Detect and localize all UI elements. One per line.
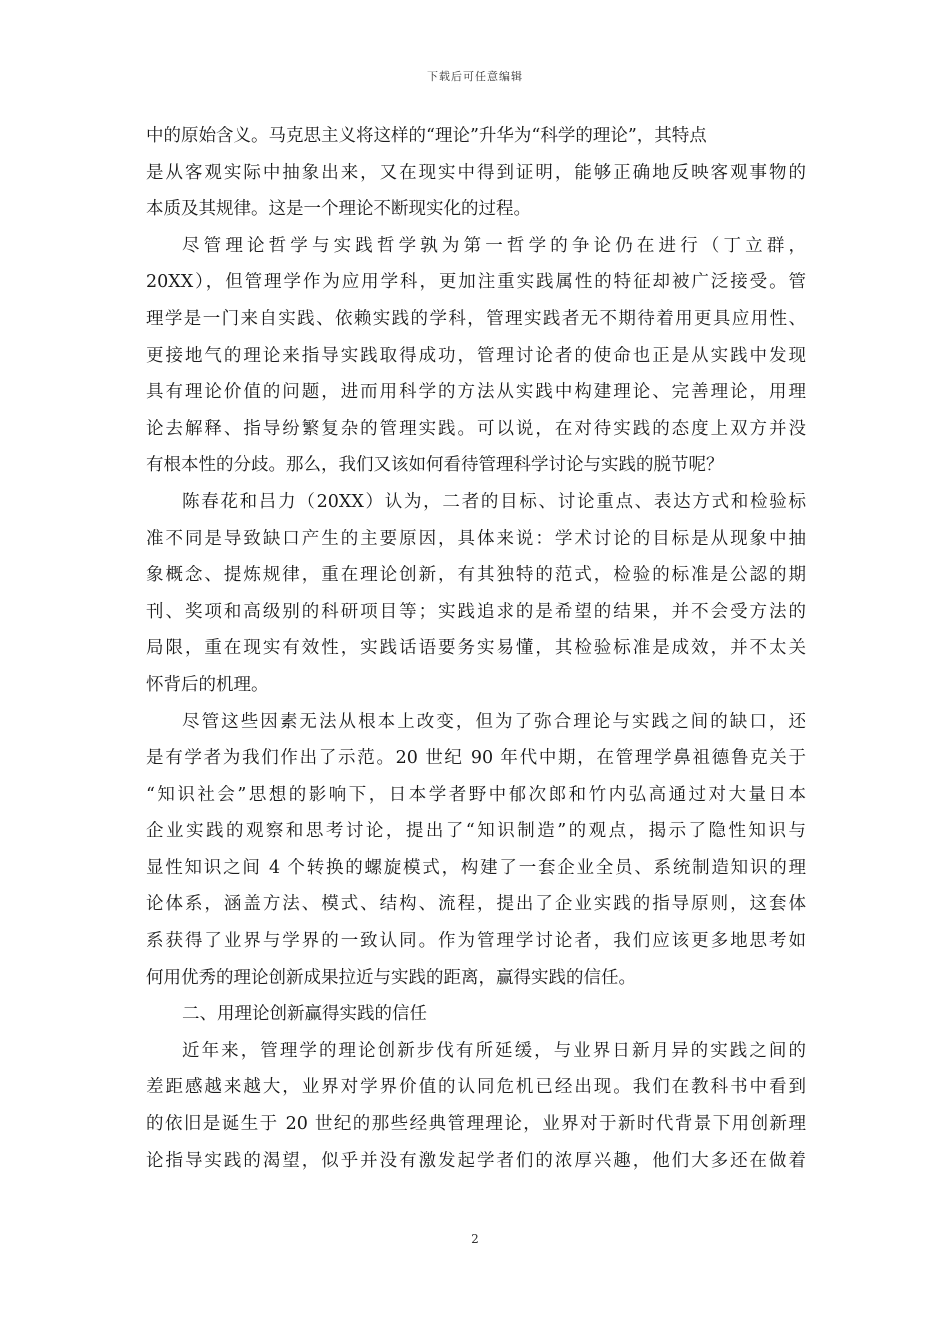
text-line: 差距感越来越大，业界对学界价值的认同危机已经出现。我们在教科书中看到 — [146, 1077, 806, 1098]
text-line: 中的原始含义。马克思主义将这样的“理论”升华为“科学的理论”，其特点 — [146, 126, 707, 146]
text-line: 企业实践的观察和思考讨论，提出了“知识制造”的观点，揭示了隐性知识与 — [146, 821, 806, 842]
text-line: 论去解释、指导纷繁复杂的管理实践。可以说，在对待实践的态度上双方并没 — [146, 418, 806, 439]
page-header: 下载后可任意编辑 — [427, 70, 523, 83]
paragraph-first-line: 陈春花和吕力（20XX）认为，二者的目标、讨论重点、表达方式和检验标 — [182, 491, 806, 512]
text-line: 理学是一门来自实践、依赖实践的学科，管理实践者无不期待着用更具应用性、 — [146, 308, 806, 329]
text-line: 局限，重在现实有效性，实践话语要务实易懂，其检验标准是成效，并不太关 — [146, 638, 806, 659]
text-line: 20XX），但管理学作为应用学科，更加注重实践属性的特征却被广泛接受。管 — [146, 272, 806, 293]
text-line: 怀背后的机理。 — [146, 674, 269, 695]
text-line: 何用优秀的理论创新成果拉近与实践的距离，赢得实践的信任。 — [146, 967, 636, 988]
text-line: 是从客观实际中抽象出来，又在现实中得到证明，能够正确地反映客观事物的 — [146, 162, 806, 183]
document-body — [146, 118, 806, 1179]
text-line: 的依旧是诞生于 20 世纪的那些经典管理理论，业界对于新时代背景下用创新理 — [146, 1114, 806, 1135]
text-line: 是有学者为我们作出了示范。20 世纪 90 年代中期，在管理学鼻祖德鲁克关于 — [146, 748, 806, 769]
paragraph-first-line: 尽管这些因素无法从根本上改变，但为了弥合理论与实践之间的缺口，还 — [182, 711, 806, 732]
text-line: 有根本性的分歧。那么，我们又该如何看待管理科学讨论与实践的脱节呢？ — [146, 455, 724, 476]
text-line: 论指导实践的渴望，似乎并没有激发起学者们的浓厚兴趣，他们大多还在做着 — [146, 1150, 806, 1171]
text-line: 准不同是导致缺口产生的主要原因，具体来说：学术讨论的目标是从现象中抽 — [146, 528, 806, 549]
page-number: 2 — [471, 1232, 479, 1246]
text-line: 具有理论价值的问题，进而用科学的方法从实践中构建理论、完善理论，用理 — [146, 382, 806, 403]
text-line: 刊、奖项和高级别的科研项目等；实践追求的是希望的结果，并不会受方法的 — [146, 601, 806, 622]
section-heading: 二、用理论创新赢得实践的信任 — [182, 1004, 427, 1025]
text-line: “知识社会”思想的影响下，日本学者野中郁次郎和竹内弘高通过对大量日本 — [146, 784, 806, 805]
paragraph-first-line: 尽管理论哲学与实践哲学孰为第一哲学的争论仍在进行（丁立群， — [182, 235, 806, 256]
text-line: 象概念、提炼规律，重在理论创新，有其独特的范式，检验的标准是公認的期 — [146, 565, 806, 586]
text-line: 本质及其规律。这是一个理论不断现实化的过程。 — [146, 199, 531, 220]
text-line: 论体系，涵盖方法、模式、结构、流程，提出了企业实践的指导原则，这套体 — [146, 894, 806, 915]
text-line: 系获得了业界与学界的一致认同。作为管理学讨论者，我们应该更多地思考如 — [146, 931, 806, 952]
paragraph-first-line: 近年来，管理学的理论创新步伐有所延缓，与业界日新月异的实践之间的 — [182, 1040, 806, 1061]
text-line: 更接地气的理论来指导实践取得成功，管理讨论者的使命也正是从实践中发现 — [146, 345, 806, 366]
text-line: 显性知识之间 4 个转换的螺旋模式，构建了一套企业全员、系统制造知识的理 — [146, 857, 806, 878]
